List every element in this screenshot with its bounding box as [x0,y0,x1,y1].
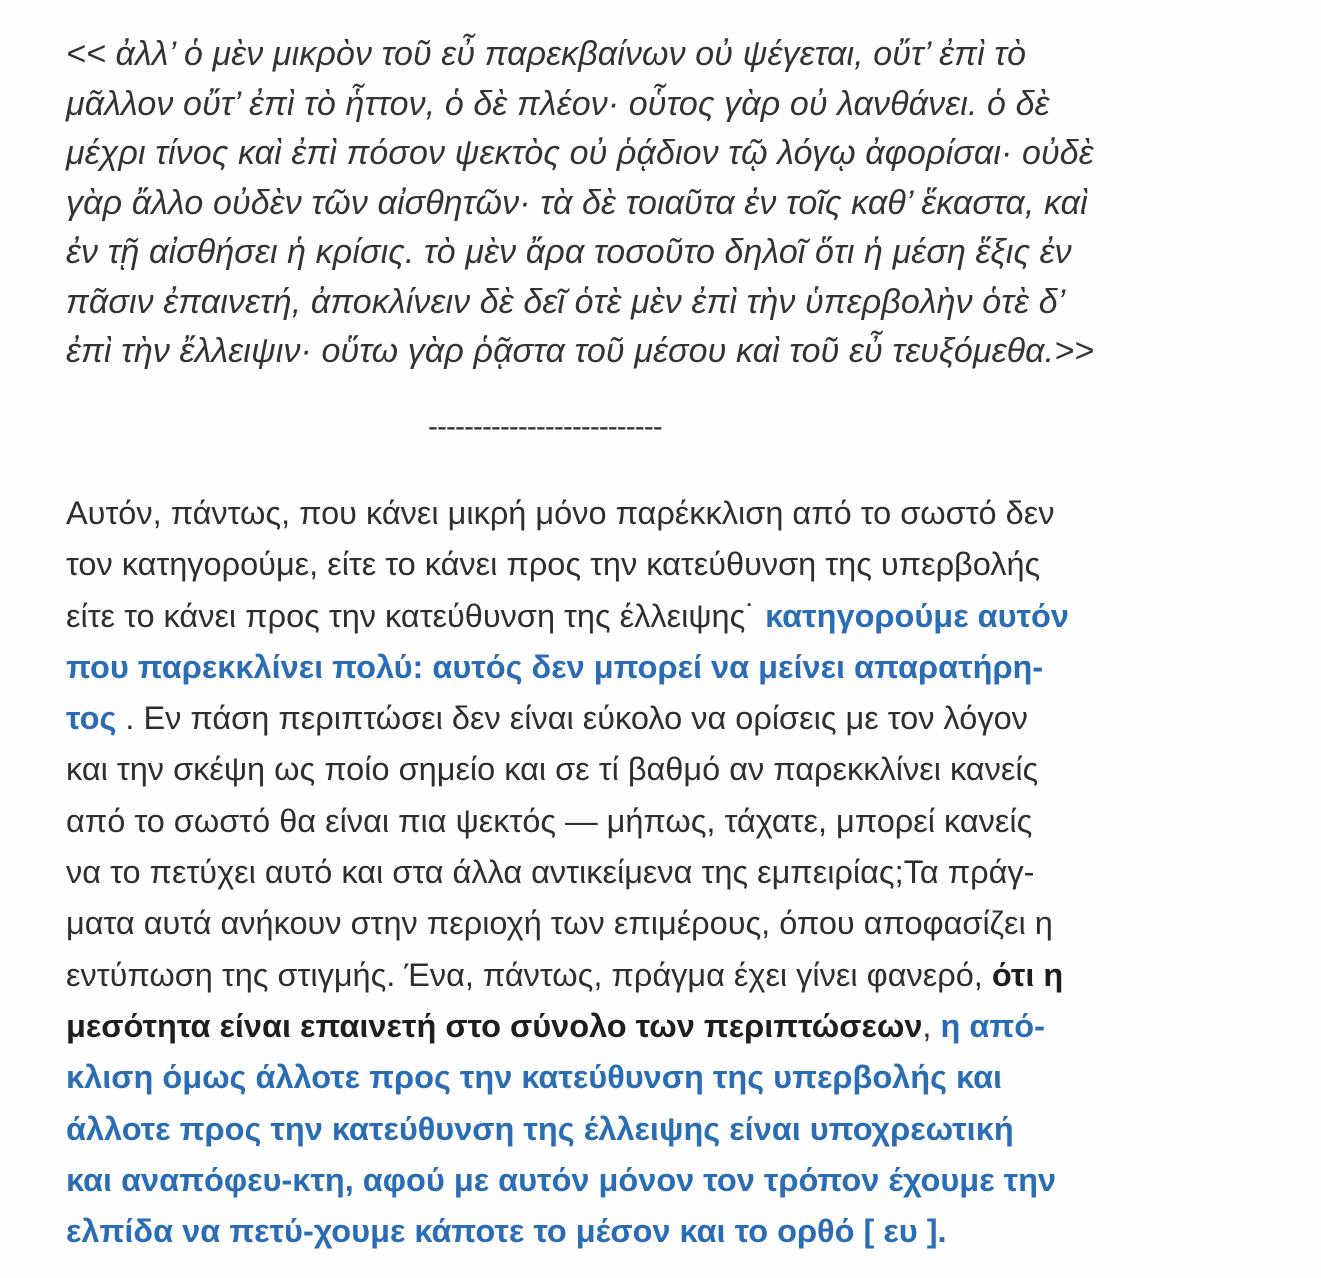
translation-line [66,1206,1281,1257]
bold-emphasis-text: μεσότητα είναι επαινετή στο σύνολο των περιπτώσεων [66,1007,923,1044]
blue-highlight-text: κατηγορούμε αυτόν [765,597,1069,634]
section-divider: -------------------------- [428,410,662,443]
translation-line [66,1001,1281,1052]
translation-line [66,1052,1281,1103]
translation-line [66,796,1281,847]
translation-text: τον κατηγορούμε, είτε το κάνει προς την κατεύθυνση της υπερβολής [66,546,1041,583]
greek-line: γὰρ ἄλλο οὐδὲν τῶν αἰσθητῶν· τὰ δὲ τοιαῦτα ἐν τοῖς καθ’ ἕκαστα, καὶ [66,183,1088,222]
translation-text: από το σωστό θα είναι πια ψεκτός — μήπως, τάχατε, μπορεί κανείς [66,802,1033,839]
translation-text: . Εν πάση περιπτώσει δεν είναι εύκολο να ορίσεις με τον λόγον [116,700,1028,737]
translation-line [66,950,1281,1001]
blue-highlight-text: η από- [940,1007,1045,1044]
translation-line [66,488,1281,539]
translation-line [66,642,1281,693]
greek-line: μέχρι τίνος καὶ ἐπὶ πόσον ψεκτὸς οὐ ῥᾴδιον τῷ λόγῳ ἀφορίσαι· οὐδὲ [66,134,1094,172]
translation-text: Αυτόν, πάντως, που κάνει μικρή μόνο παρέκκλιση από το σωστό δεν [66,495,1055,531]
translation-text: , [922,1007,941,1044]
translation-line [66,539,1281,590]
translation-line [66,1104,1281,1155]
blue-highlight-text: κλιση όμως άλλοτε προς την κατεύθυνση της υπερβολής και [66,1059,1003,1096]
blue-highlight-text: και αναπόφευ-κτη, αφού με αυτόν μόνον τον τρόπον έχουμε την [66,1161,1057,1198]
blue-highlight-text: ελπίδα να πετύ-χουμε κάποτε το μέσον και το ορθό [ ευ ]. [66,1213,947,1250]
translation-line [66,898,1281,949]
blue-highlight-text: που παρεκκλίνει πολύ: αυτός δεν μπορεί να μείνει απαρατήρη- [66,648,1044,685]
greek-line: << ἀλλ’ ὁ μὲν μικρὸν τοῦ εὖ παρεκβαίνων οὐ ψέγεται, οὔτ’ ἐπὶ τὸ [66,35,1027,73]
translation-text: και την σκέψη ως ποίο σημείο και σε τί βαθμό αν παρεκκλίνει κανείς [66,751,1039,788]
translation-text: ματα αυτά ανήκουν στην περιοχή των επιμέρους, όπου αποφασίζει η [66,905,1053,942]
bold-emphasis-text: ότι η [991,956,1064,993]
translation-line [66,693,1281,744]
greek-line: πᾶσιν ἐπαινετή, ἀποκλίνειν δὲ δεῖ ὁτὲ μὲν ἐπὶ τὴν ὑπερβολὴν ὁτὲ δ’ [66,282,1066,321]
blue-highlight-text: άλλοτε προς την κατεύθυνση της έλλειψης είναι υποχρεωτική [66,1110,1014,1147]
blue-highlight-text: τος [66,700,117,737]
translation-text: να το πετύχει αυτό και στα άλλα αντικείμενα της εμπειρίας;Τα πράγ- [66,854,1035,891]
translation-text: είτε το κάνει προς την κατεύθυνση της έλλειψης˙ [66,597,766,634]
translation-line [66,847,1281,898]
translation-line [66,1155,1281,1206]
translation-text: εντύπωση της στιγμής. Ένα, πάντως, πράγμα έχει γίνει φανερό, [66,956,992,993]
translation-line [66,744,1281,795]
greek-line: ἐπὶ τὴν ἔλλειψιν· οὕτω γὰρ ῥᾷστα τοῦ μέσου καὶ τοῦ εὖ τευξόμεθα.>> [66,332,1095,370]
greek-line: μᾶλλον οὔτ’ ἐπὶ τὸ ἧττον, ὁ δὲ πλέον· οὗτος γὰρ οὐ λανθάνει. ὁ δὲ [66,84,1050,123]
translation-line [66,591,1281,642]
greek-line: ἐν τῇ αἰσθήσει ἡ κρίσις. τὸ μὲν ἄρα τοσοῦτο δηλοῖ ὅτι ἡ μέση ἕξις ἐν [66,233,1072,271]
ancient-greek-quote [66,30,1266,377]
modern-greek-translation [66,488,1281,1257]
